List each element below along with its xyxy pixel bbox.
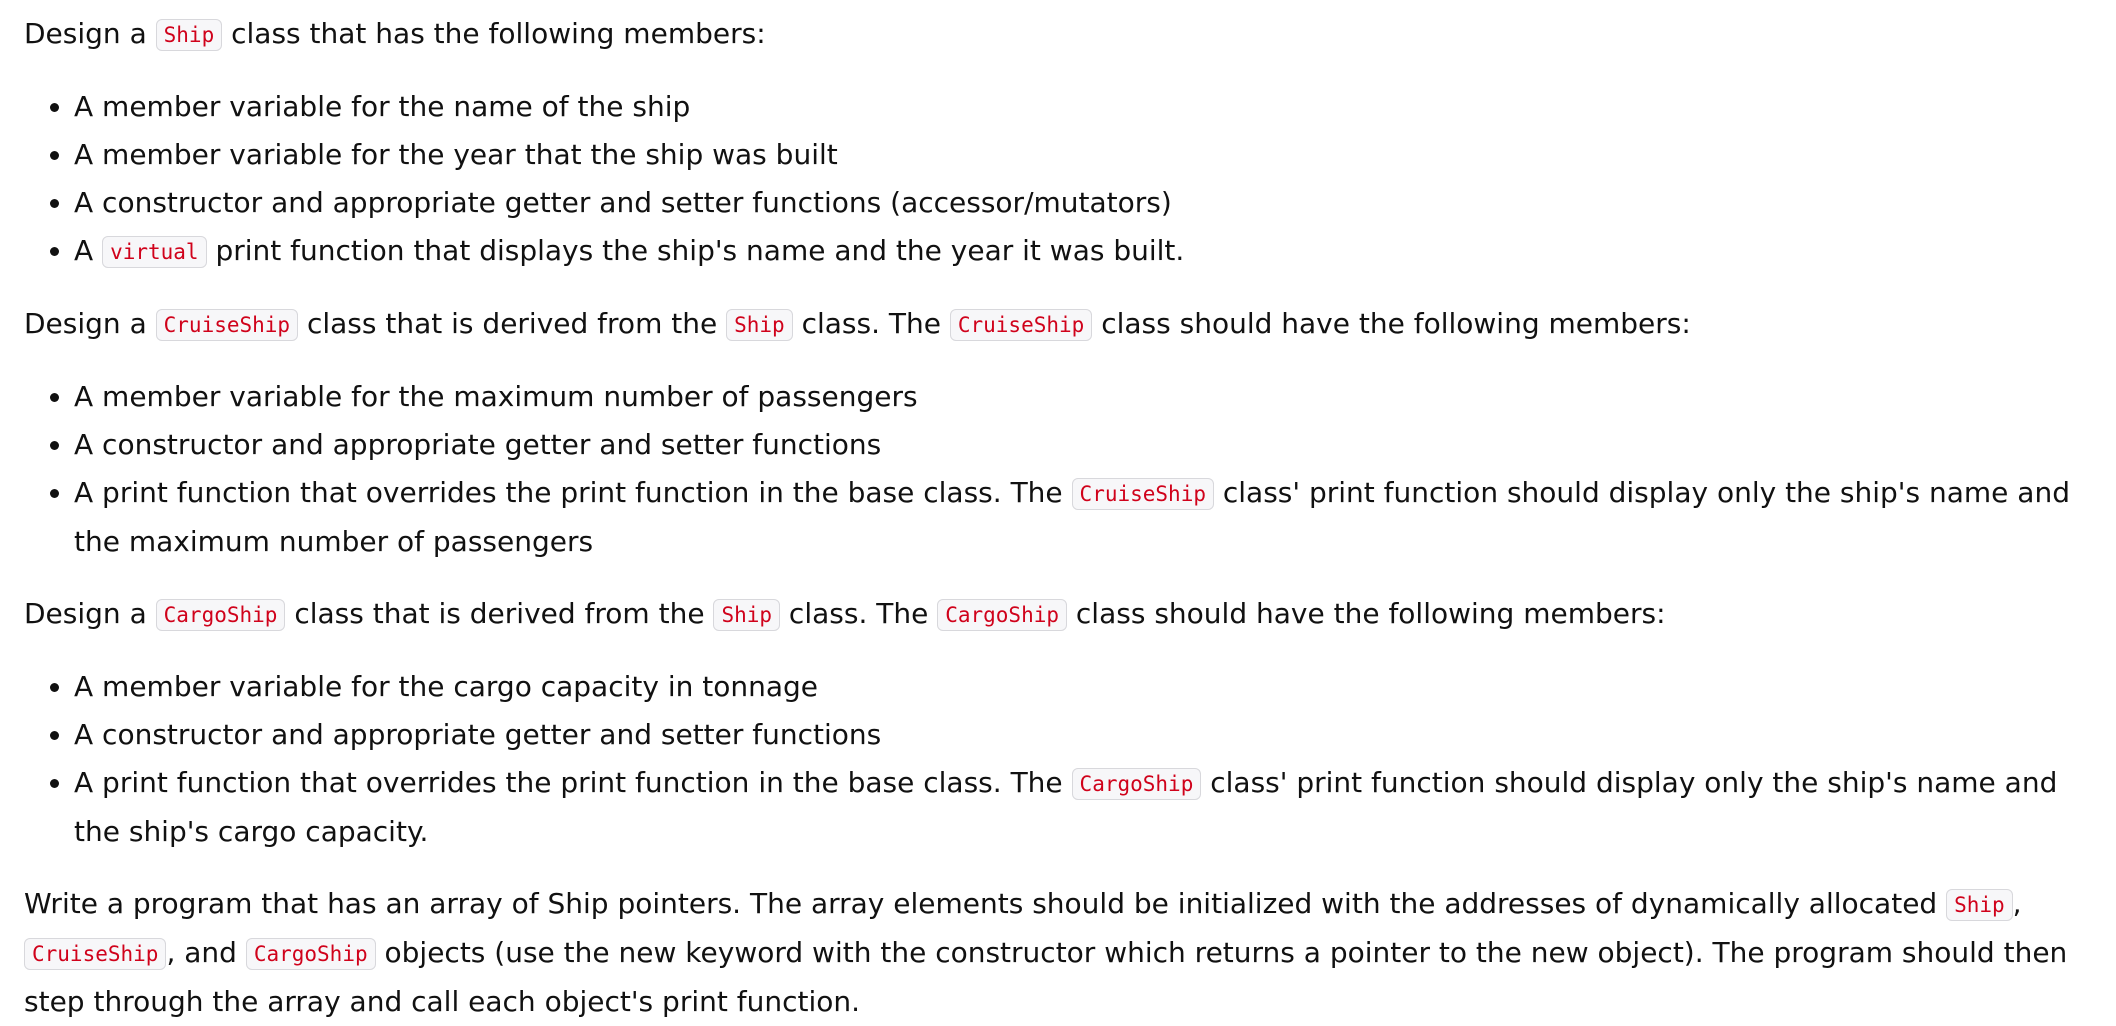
cruiseship-intro: Design a CruiseShip class that is derived from the Ship class. The CruiseShip class should have the following members: xyxy=(24,307,1691,340)
code-ship: Ship xyxy=(156,19,223,51)
ship-intro: Design a Ship class that has the following members: xyxy=(24,17,766,50)
cruiseship-members-list xyxy=(24,373,2080,566)
code-ship: Ship xyxy=(1946,889,2013,921)
list-item: • A constructor and appropriate getter and setter functions xyxy=(74,711,2080,759)
list-item: • A constructor and appropriate getter and setter functions xyxy=(74,421,2080,469)
list-item: • A virtual print function that displays the ship's name and the year it was built. xyxy=(74,227,2080,276)
list-item: • A constructor and appropriate getter and setter functions (accessor/mutators) xyxy=(74,179,2080,227)
list-item: • A print function that overrides the print function in the base class. The CargoShip class' print function should display only the ship's name and the ship's cargo capacity. xyxy=(74,759,2080,856)
list-item: • A member variable for the name of the ship xyxy=(74,83,2080,131)
code-cargoship: CargoShip xyxy=(246,938,376,970)
list-item: • A member variable for the year that the ship was built xyxy=(74,131,2080,179)
code-cargoship: CargoShip xyxy=(156,599,286,631)
list-item: • A member variable for the maximum number of passengers xyxy=(74,373,2080,421)
cargoship-intro: Design a CargoShip class that is derived from the Ship class. The CargoShip class should have the following members: xyxy=(24,597,1666,630)
code-cargoship: CargoShip xyxy=(937,599,1067,631)
code-virtual: virtual xyxy=(102,236,207,268)
code-cruiseship: CruiseShip xyxy=(24,938,166,970)
program-description: Write a program that has an array of Ship pointers. The array elements should be initialized with the addresses of dynamically allocated Ship , CruiseShip , and CargoShip objects (use the new keyword with the constructor which returns a pointer to the new object). The program should then step through the array and call each object's print function. xyxy=(24,887,2068,1018)
code-cruiseship: CruiseShip xyxy=(156,309,298,341)
list-item: • A member variable for the cargo capacity in tonnage xyxy=(74,663,2080,711)
cargoship-members-list xyxy=(24,663,2080,856)
code-cruiseship: CruiseShip xyxy=(1072,478,1214,510)
list-item: • A print function that overrides the print function in the base class. The CruiseShip class' print function should display only the ship's name and the maximum number of passengers xyxy=(74,469,2080,566)
code-ship: Ship xyxy=(726,309,793,341)
code-cruiseship: CruiseShip xyxy=(950,309,1092,341)
ship-members-list xyxy=(24,83,2080,276)
code-ship: Ship xyxy=(713,599,780,631)
code-cargoship: CargoShip xyxy=(1072,768,1202,800)
